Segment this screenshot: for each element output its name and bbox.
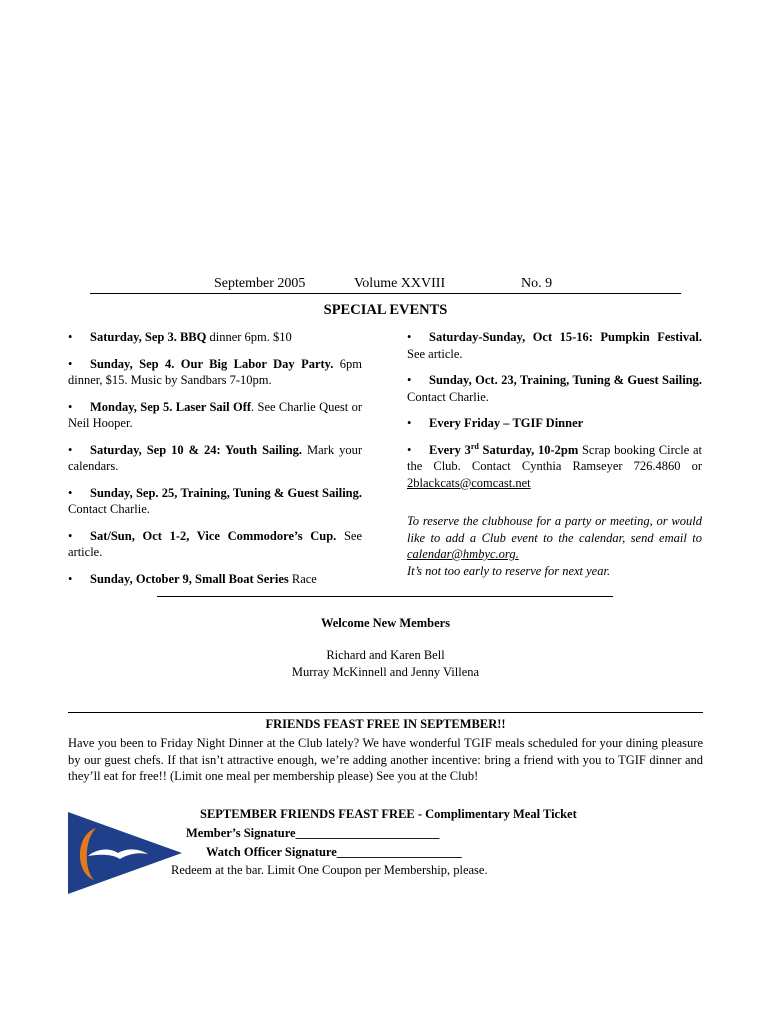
- feast-body: Have you been to Friday Night Dinner at the Club lately? We have wonderful TGIF meals scheduled for your dining pleasure by our guest chefs. If that isn’t attractive enough, we’re adding another incentive: bring a friend with you to TGIF dinner and they’ll eat for free!! (Limit one meal per membership please) See you at the Club!: [68, 736, 703, 783]
- events-right-column: [407, 329, 702, 579]
- bullet-icon: •: [68, 356, 73, 371]
- events-left-column: [68, 329, 362, 597]
- event-title: Sunday, Oct. 23, Training, Tuning & Guest Sailing.: [429, 373, 702, 387]
- event-item: [68, 442, 362, 475]
- event-item: [68, 571, 362, 588]
- reserve-note-text2: It’s not too early to reserve for next year.: [407, 563, 611, 578]
- bullet-icon: •: [68, 330, 73, 344]
- bullet-icon: •: [68, 485, 73, 500]
- event-detail: Scrap booking Circle at the Club. Contact Cynthia Ramseyer 726.4860 or: [407, 442, 703, 473]
- event-item: [68, 399, 362, 432]
- event-title: Every Friday – TGIF Dinner: [429, 416, 584, 430]
- email-link-blackcats[interactable]: 2blackcats@comcast.net: [407, 475, 531, 490]
- bullet-icon: •: [407, 330, 412, 344]
- welcome-divider: [68, 712, 703, 713]
- masthead-divider: [90, 293, 681, 294]
- event-title: Every 3rd Saturday, 10-2pm: [429, 441, 579, 457]
- member-name: Murray McKinnell and Jenny Villena: [291, 665, 480, 679]
- member-name: Richard and Karen Bell: [326, 648, 445, 662]
- event-title: Sunday, Sep. 25, Training, Tuning & Guest Sailing.: [90, 485, 362, 500]
- watch-officer-signature-line[interactable]: Watch Officer Signature____________________: [206, 845, 462, 859]
- event-title: Saturday, Sep 3. BBQ: [90, 330, 207, 344]
- event-detail: Contact Charlie.: [68, 502, 150, 516]
- event-detail: Race: [288, 571, 317, 586]
- event-detail: dinner 6pm. $10: [206, 330, 292, 344]
- events-divider: [157, 596, 613, 597]
- bullet-icon: •: [407, 442, 412, 457]
- event-item: [68, 528, 362, 561]
- event-item: [407, 415, 702, 432]
- bullet-icon: •: [407, 416, 412, 430]
- event-item: [68, 329, 362, 346]
- event-title: Sunday, October 9, Small Boat Series: [90, 571, 289, 586]
- event-detail: Mark your calendars.: [68, 442, 362, 473]
- event-item: [68, 485, 362, 518]
- member-signature-line[interactable]: Member’s Signature_______________________: [186, 826, 440, 840]
- event-detail: See article.: [68, 528, 362, 559]
- issue-number: No. 9: [521, 276, 553, 291]
- feast-heading: FRIENDS FEAST FREE IN SEPTEMBER!!: [265, 717, 506, 731]
- event-title: Saturday, Sep 10 & 24: Youth Sailing.: [90, 442, 303, 457]
- bullet-icon: •: [68, 442, 73, 457]
- event-title: Saturday-Sunday, Oct 15-16: Pumpkin Festival.: [429, 330, 702, 344]
- event-item: [407, 442, 702, 492]
- welcome-heading: Welcome New Members: [320, 616, 451, 630]
- issue-volume: Volume XXVIII: [354, 276, 446, 291]
- event-title: Monday, Sep 5. Laser Sail Off: [90, 399, 252, 414]
- bullet-icon: •: [68, 571, 73, 586]
- reserve-note-text: To reserve the clubhouse for a party or meeting, or would like to add a Club event to the calendar, send email to: [407, 514, 702, 545]
- event-title: Sat/Sun, Oct 1-2, Vice Commodore’s Cup.: [90, 528, 337, 543]
- club-burgee-pennant-icon: [68, 812, 182, 894]
- event-detail: . See Charlie Quest or Neil Hooper.: [68, 399, 363, 430]
- event-detail: See article.: [407, 346, 463, 361]
- issue-date: September 2005: [214, 276, 306, 291]
- special-events-heading: SPECIAL EVENTS: [323, 302, 448, 318]
- bullet-icon: •: [68, 399, 73, 414]
- bullet-icon: •: [407, 373, 412, 387]
- email-link-calendar[interactable]: calendar@hmbyc.org.: [407, 547, 519, 561]
- event-item: [407, 372, 702, 405]
- event-detail: 6pm dinner, $15. Music by Sandbars 7-10pm.: [68, 356, 362, 387]
- event-item: [407, 329, 702, 362]
- event-item: [68, 356, 362, 389]
- reserve-note: [407, 513, 702, 579]
- ticket-title: SEPTEMBER FRIENDS FEAST FREE - Complimentary Meal Ticket: [200, 807, 577, 821]
- bullet-icon: •: [68, 528, 73, 543]
- redeem-note: Redeem at the bar. Limit One Coupon per Membership, please.: [171, 863, 488, 877]
- event-detail: Contact Charlie.: [407, 389, 489, 404]
- event-title: Sunday, Sep 4. Our Big Labor Day Party.: [90, 356, 334, 371]
